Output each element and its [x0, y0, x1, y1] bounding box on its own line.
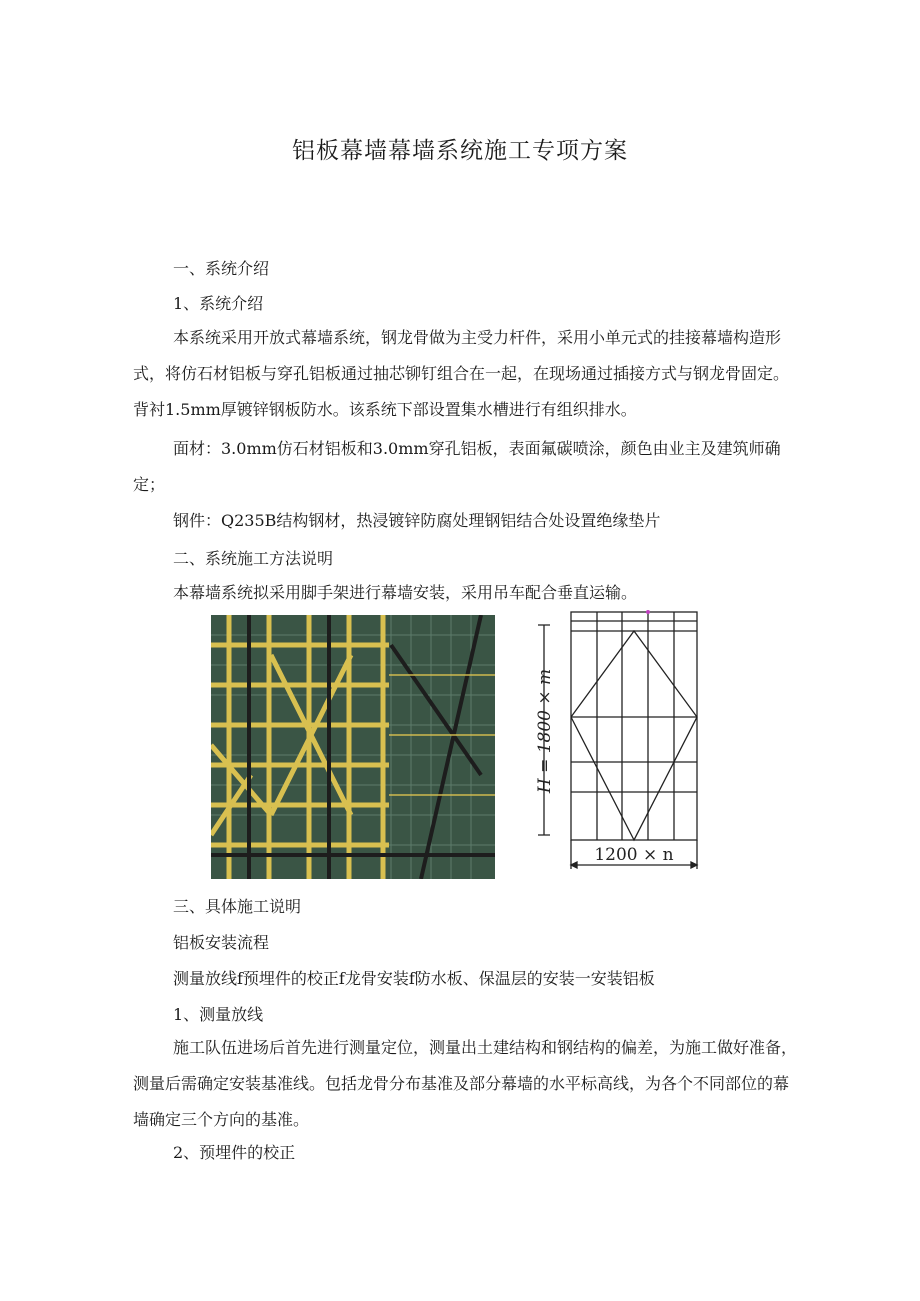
- section-1-1-heading: 1、系统介绍: [173, 294, 264, 313]
- method-paragraph: 本幕墙系统拟采用脚手架进行幕墙安装，采用吊车配合垂直运输。: [173, 583, 638, 602]
- height-dimension-label: H = 1800 × m: [535, 668, 555, 794]
- install-flow-title: 铝板安装流程: [173, 933, 270, 952]
- steel-parts-paragraph: 钢件：Q235B结构钢材，热浸镀锌防腐处理钢铝结合处设置绝缘垫片: [173, 511, 661, 530]
- scaffold-photo: [211, 615, 495, 879]
- page-title: 铝板幕墙幕墙系统施工专项方案: [292, 138, 628, 164]
- section-3-heading: 三、具体施工说明: [173, 897, 302, 916]
- section-2-heading: 二、系统施工方法说明: [173, 549, 334, 568]
- section-3-2-heading: 2、预埋件的校正: [173, 1143, 296, 1162]
- section-3-1-heading: 1、测量放线: [173, 1005, 264, 1024]
- facing-material-paragraph: 面材：3.0mm仿石材铝板和3.0mm穿孔铝板，表面氟碳喷涂，颜色由业主及建筑师确定；: [133, 439, 781, 494]
- scaffold-elevation-diagram: [514, 607, 720, 883]
- system-intro-paragraph: 本系统采用开放式幕墙系统，钢龙骨做为主受力杆件，采用小单元式的挂接幕墙构造形式，将仿石材铝板与穿孔铝板通过抽芯铆钉组合在一起，在现场通过插接方式与钢龙骨固定。背衬1.5mm厚镀锌钢板防水。该系统下部设置集水槽进行有组织排水。: [133, 328, 790, 419]
- section-1-heading: 一、系统介绍: [173, 259, 270, 278]
- install-flow-text: 测量放线f预埋件的校正f龙骨安装f防水板、保温层的安装一安装铝板: [173, 969, 655, 988]
- survey-paragraph: 施工队伍进场后首先进行测量定位，测量出土建结构和钢结构的偏差，为施工做好准备，测量后需确定安装基准线。包括龙骨分布基准及部分幕墙的水平标高线，为各个不同部位的幕墙确定三个方向的基准。: [133, 1038, 798, 1129]
- width-dimension-label: 1200 × n: [594, 845, 674, 865]
